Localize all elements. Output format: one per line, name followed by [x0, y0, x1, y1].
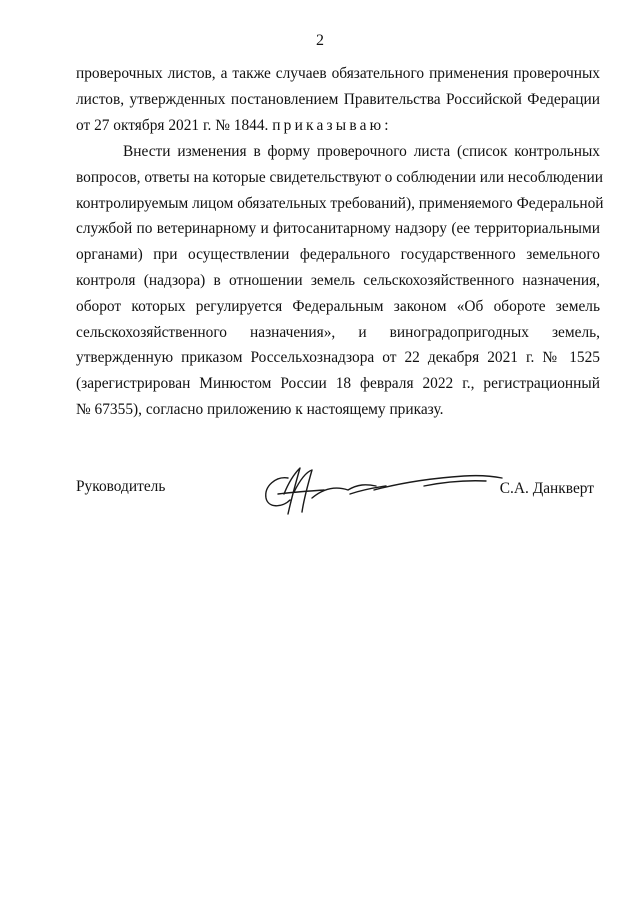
text-line: листов, утвержденных постановлением Правительства Российской Федерации	[76, 90, 600, 108]
text-line: утвержденную приказом Россельхознадзора от 22 декабря 2021 г. № 1525	[76, 349, 600, 367]
text-line: службой по ветеринарному и фитосанитарному надзору (ее территориальными	[76, 220, 600, 238]
handwritten-signature-icon	[254, 464, 504, 520]
text-line: контролируемым лицом обязательных требований), применяемого Федеральной	[76, 194, 604, 212]
paragraph-preamble-end	[76, 61, 600, 138]
signer-name: С.А. Данкверт	[499, 480, 594, 497]
signature-block	[76, 470, 600, 530]
text-line: проверочных листов, а также случаев обязательного применения проверочных	[76, 65, 600, 82]
page-number: 2	[316, 32, 324, 49]
signer-role: Руководитель	[76, 478, 166, 495]
text-line: Внести изменения в форму проверочного листа (список контрольных	[123, 143, 600, 160]
text-line: № 67355), согласно приложению к настоящему приказу.	[76, 400, 444, 418]
paragraph-order-text	[76, 139, 604, 423]
text-line: (зарегистрирован Минюстом России 18 февраля 2022 г., регистрационный	[76, 375, 600, 393]
text-line: сельскохозяйственного назначения», и виноградопригодных земель,	[76, 323, 600, 341]
text-line: вопросов, ответы на которые свидетельствуют о соблюдении или несоблюдении	[76, 168, 603, 186]
text-line: органами) при осуществлении федерального государственного земельного	[76, 246, 600, 264]
text-line-prefix: от 27 октября 2021 г. № 1844.	[76, 116, 269, 134]
text-line: оборот которых регулируется Федеральным законом «Об обороте земель	[76, 297, 600, 315]
order-word: приказываю:	[272, 116, 392, 134]
text-line: контроля (надзора) в отношении земель сельскохозяйственного назначения,	[76, 271, 600, 289]
text-line	[76, 113, 600, 139]
